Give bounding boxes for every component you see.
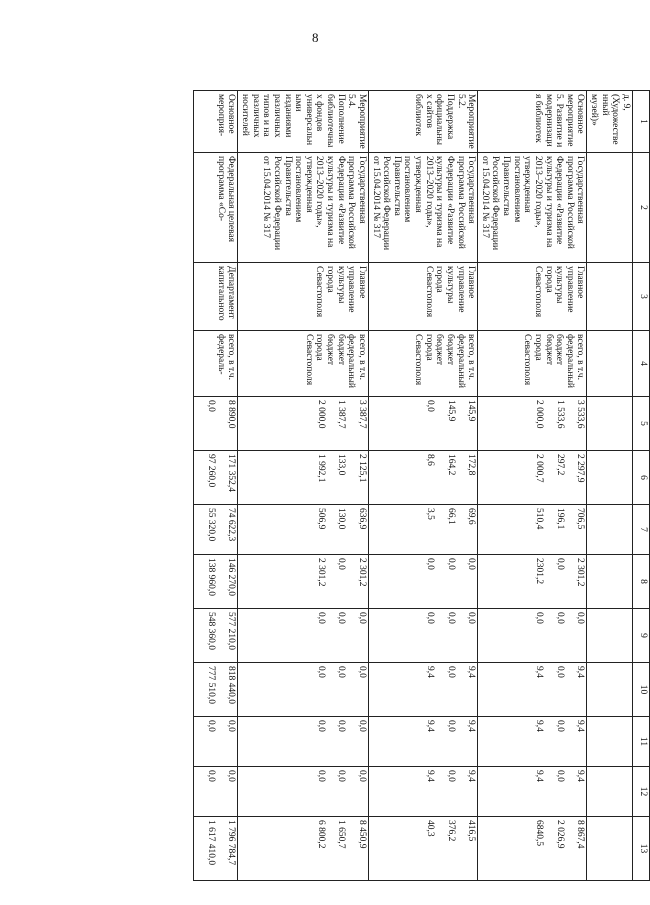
cell-line: 2 301,2 (575, 558, 586, 587)
cell-line: 1 387,7 (336, 400, 347, 429)
cell-line: 2 301,2 (357, 558, 367, 587)
cell-line: 145,9 (466, 400, 477, 422)
cell-line: 0,0 (336, 558, 347, 570)
cell-line: 0,0 (357, 612, 367, 624)
header-cell: 6 (633, 451, 650, 505)
cell-c8 (478, 555, 587, 609)
cell-line: 1 533,6 (554, 400, 565, 429)
cell-line: 510,4 (534, 508, 545, 530)
cell-c7 (194, 505, 238, 555)
cell-c5 (478, 397, 587, 451)
cell-line: 8 450,9 (357, 820, 367, 849)
cell-line: 164,2 (445, 454, 456, 476)
cell-c8 (369, 555, 478, 609)
cell-c5 (238, 397, 369, 451)
cell-c5 (194, 397, 238, 451)
cell-c11 (478, 717, 587, 767)
cell-line: 0,0 (554, 720, 565, 732)
cell-c12 (238, 767, 369, 817)
cell-line: 2 000,7 (534, 454, 545, 483)
cell-c1: Мероприятие 5.4. Пополнение библиотечных фондов универсальными изданиями различных типов и на различных носителей (238, 91, 369, 153)
header-cell: 7 (633, 505, 650, 555)
cell-line: 2 000,0 (315, 400, 326, 429)
cell-line: 0,0 (336, 720, 347, 732)
cell-line: 145,9 (445, 400, 456, 422)
cell-c9 (369, 609, 478, 663)
cell-line: 0,0 (205, 400, 216, 412)
cell-c13 (369, 817, 478, 881)
cell-line: 416,5 (466, 820, 477, 842)
cell-c5 (369, 397, 478, 451)
cell-c3: Главное управление культуры города Севастополя (369, 263, 478, 331)
cell-line: 9,4 (466, 720, 477, 732)
cell-c11 (369, 717, 478, 767)
cell-c9 (194, 609, 238, 663)
cell-line: федеральный бюджет (554, 334, 575, 388)
cell-line: 146 270,0 (226, 558, 237, 596)
cell-c12 (194, 767, 238, 817)
cell-c12 (369, 767, 478, 817)
table-row (238, 91, 369, 881)
cell-line: всего, в т.ч. (575, 334, 586, 380)
header-cell: 12 (633, 767, 650, 817)
cell-line: 3 387,7 (357, 400, 367, 429)
cell-c4 (369, 331, 478, 397)
cell-line: 196,1 (554, 508, 565, 530)
cell-line: 3 533,6 (575, 400, 586, 429)
cell-c13 (238, 817, 369, 881)
cell-c1: Мероприятие 5.2. Поддержка официальных сайтов библиотек (369, 91, 478, 153)
cell-line: 0,0 (445, 770, 456, 782)
header-cell: 3 (633, 263, 650, 331)
cell-line: 376,2 (445, 820, 456, 842)
cell-line: 74 622,3 (226, 508, 237, 542)
cell-line: 9,4 (425, 666, 435, 678)
cell-c11 (238, 717, 369, 767)
cell-line: 0,0 (336, 666, 347, 678)
cell-line: 69,6 (466, 508, 477, 525)
cell-line: 0,0 (466, 612, 477, 624)
cell-line: 130,0 (336, 508, 347, 530)
cell-c7 (478, 505, 587, 555)
cell-line: федеральный бюджет (445, 334, 466, 388)
cell-c7 (369, 505, 478, 555)
cell-line: 0,0 (466, 558, 477, 570)
header-cell: 1 (633, 91, 650, 153)
cell-c13 (478, 817, 587, 881)
cell-line: 2 297,9 (575, 454, 586, 483)
cell-line: 0,0 (445, 666, 456, 678)
cell-line: 0,0 (315, 666, 326, 678)
cell-line: 636,9 (357, 508, 367, 530)
cell-line: 1 650,7 (336, 820, 347, 849)
cell-c2: Федеральная целевая программа «Со- (194, 153, 238, 263)
table-row (194, 91, 238, 881)
budget-table (193, 90, 650, 881)
cell-c2: Государственная программа Российской Федерации «Развитие культуры и туризма на 2013–2020 годы», утвержденная постановлением Правительства Российской Федерации от 15.04.2014 № 317 (369, 153, 478, 263)
cell-line: 0,0 (226, 720, 237, 732)
cell-line: 2 026,9 (554, 820, 565, 849)
cell-line: 138 960,0 (205, 558, 216, 596)
cell-c6 (194, 451, 238, 505)
cell-line: федеральный бюджет (335, 334, 357, 388)
cell-line: 0,0 (554, 612, 565, 624)
cell-line: 97 260,0 (205, 454, 216, 488)
cell-line: 0,0 (205, 770, 216, 782)
cell-line: 8 867,4 (575, 820, 586, 849)
cell-c9 (238, 609, 369, 663)
cell-c11 (194, 717, 238, 767)
cell-line: 2301,2 (534, 558, 545, 585)
cell-line: бюджет города Севастополя (522, 334, 554, 386)
cell-line: 0,0 (357, 666, 367, 678)
cell-c6 (369, 451, 478, 505)
cell-line: 0,0 (357, 770, 367, 782)
cell-line: 55 320,0 (205, 508, 216, 542)
cell-c6 (238, 451, 369, 505)
continuation-row (587, 91, 633, 881)
page-number: 8 (312, 30, 319, 45)
table-row (369, 91, 478, 881)
cell-line: 172,8 (466, 454, 477, 476)
cell-line: всего, в т.ч. (357, 334, 367, 380)
cell-c4 (194, 331, 238, 397)
cell-line: 577 210,0 (226, 612, 237, 650)
cell-line: 297,2 (554, 454, 565, 476)
cell-line: 133,0 (336, 454, 347, 476)
cell-line: 0,0 (554, 558, 565, 570)
cell-line: 6840,5 (534, 820, 545, 847)
cell-line: 9,4 (534, 666, 545, 678)
cell-line: 0,0 (425, 612, 435, 624)
cell-line: 0,0 (425, 400, 435, 412)
cell-line: 9,4 (575, 770, 586, 782)
cell-line: 2 301,2 (315, 558, 326, 587)
cell-c3: Департамент капитального (194, 263, 238, 331)
cell-c4 (238, 331, 369, 397)
cell-c4 (478, 331, 587, 397)
header-cell: 9 (633, 609, 650, 663)
cell-c10 (194, 663, 238, 717)
cell-line: 3,5 (425, 508, 435, 520)
header-cell: 10 (633, 663, 650, 717)
cell-line: 0,0 (445, 558, 456, 570)
cell-line: 1 992,1 (315, 454, 326, 483)
cell-line: 0,0 (554, 666, 565, 678)
cell-c10 (369, 663, 478, 717)
cell-line: всего, в т.ч. (466, 334, 477, 380)
cell-c2: Государственная программа Российской Федерации «Развитие культуры и туризма на 2013–2020 годы», утвержденная постановлением Правительства Российской Федерации от 15.04.2014 № 317 (478, 153, 587, 263)
cell-c1: Основное мероприя- (194, 91, 238, 153)
cell-line: 1 617 410,0 (205, 820, 216, 866)
cell-line: 2 125,1 (357, 454, 367, 483)
cell-line: 0,0 (357, 720, 367, 732)
header-cell: 11 (633, 717, 650, 767)
header-cell: 8 (633, 555, 650, 609)
cell-line: 0,0 (315, 770, 326, 782)
header-cell: 4 (633, 331, 650, 397)
cell-line: 9,4 (575, 720, 586, 732)
cell-line: 777 510,0 (205, 666, 216, 704)
cell-c3: Главное управление культуры города Севастополя (478, 263, 587, 331)
header-cell: 2 (633, 153, 650, 263)
cell-c2: Государственная программа Российской Федерации «Развитие культуры и туризма на 2013–2020 годы», утвержденная постановлением Правительства Российской Федерации от 15.04.2014 № 317 (238, 153, 369, 263)
cell-c9 (478, 609, 587, 663)
cell-line: бюджет города Севастополя (413, 334, 445, 386)
cell-line: 0,0 (315, 612, 326, 624)
cell-line: 9,4 (466, 770, 477, 782)
cell-c12 (478, 767, 587, 817)
cell-line: 0,0 (534, 612, 545, 624)
cell-c10 (478, 663, 587, 717)
cell-line: 0,0 (445, 720, 456, 732)
cell-c13 (194, 817, 238, 881)
cell-c3: Главное управление культуры города Севастополя (238, 263, 369, 331)
cell-line: 0,0 (425, 558, 435, 570)
cell-line: 6 800,2 (315, 820, 326, 849)
table-row (478, 91, 587, 881)
cell-line: 9,4 (466, 666, 477, 678)
cell-line: 9,4 (425, 770, 435, 782)
cell-line: 706,5 (575, 508, 586, 530)
cell-line: 0,0 (336, 770, 347, 782)
cell-line: 0,0 (445, 612, 456, 624)
rotated-table-frame (90, 90, 650, 880)
cell-line: 8 890,0 (226, 400, 237, 429)
cell-line: 9,4 (534, 770, 545, 782)
rotated-table-viewport (90, 90, 650, 880)
cell-line: 1 796 784,7 (226, 820, 237, 866)
cell-line: 506,9 (315, 508, 326, 530)
header-row (633, 91, 650, 881)
cell-c8 (194, 555, 238, 609)
continuation-cell: д. 9, (Художественный музей)» (587, 91, 633, 153)
cell-line: 0,0 (575, 612, 586, 624)
cell-line: 548 360,0 (205, 612, 216, 650)
cell-c6 (478, 451, 587, 505)
cell-line: бюджет города Севастополя (303, 334, 336, 386)
cell-line: 0,0 (336, 612, 347, 624)
cell-line: всего, в т.ч. (226, 334, 237, 380)
cell-line: 0,0 (205, 720, 216, 732)
cell-line: 818 440,0 (226, 666, 237, 704)
cell-line: 40,3 (425, 820, 435, 837)
cell-line: 9,4 (575, 666, 586, 678)
cell-c7 (238, 505, 369, 555)
cell-line: 9,4 (425, 720, 435, 732)
table-body (194, 91, 587, 881)
cell-line: 0,0 (226, 770, 237, 782)
cell-line: 171 352,4 (226, 454, 237, 492)
cell-line: 66,1 (445, 508, 456, 525)
cell-c1: Основное мероприятие 5. Развитие и модернизация библиотек (478, 91, 587, 153)
header-cell: 5 (633, 397, 650, 451)
cell-c8 (238, 555, 369, 609)
header-cell: 13 (633, 817, 650, 881)
cell-line: 8,6 (425, 454, 435, 466)
cell-line: 0,0 (554, 770, 565, 782)
cell-line: федераль- (215, 334, 226, 375)
cell-line: 0,0 (315, 720, 326, 732)
cell-line: 2 000,0 (534, 400, 545, 429)
cell-line: 9,4 (534, 720, 545, 732)
cell-c10 (238, 663, 369, 717)
